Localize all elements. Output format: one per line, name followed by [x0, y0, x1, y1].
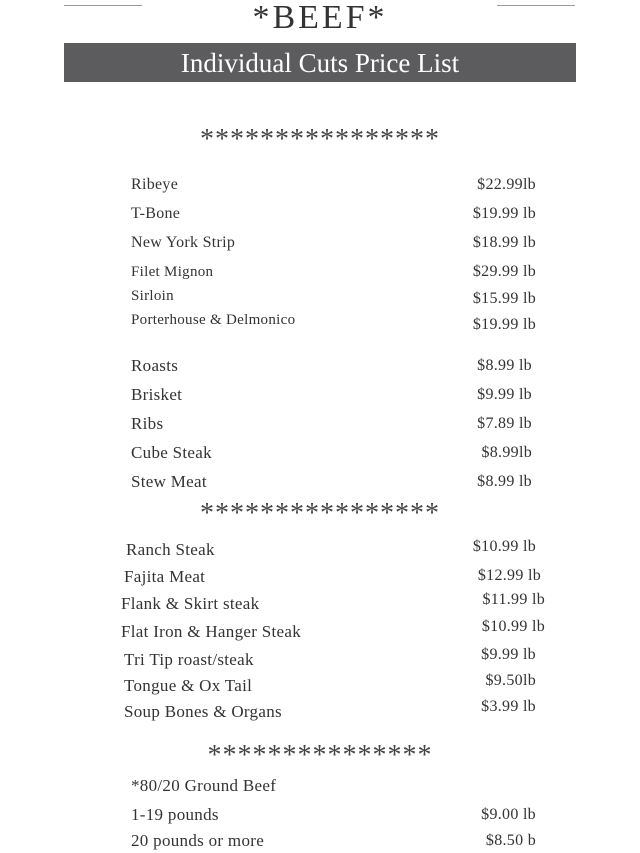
item-name: New York Strip — [131, 234, 236, 251]
item-name: Flank & Skirt steak — [121, 594, 260, 613]
item-name: Cube Steak — [131, 443, 212, 462]
item-price: $9.00 lb — [481, 806, 536, 823]
item-name: Flat Iron & Hanger Steak — [121, 622, 301, 641]
item-price: $8.99lb — [481, 444, 532, 461]
item-price: $10.99 lb — [481, 618, 545, 635]
item-name: Roasts — [131, 356, 179, 375]
subtitle-banner: Individual Cuts Price List — [64, 43, 576, 82]
item-price: $3.99 lb — [481, 698, 536, 715]
item-price: $8.50 b — [485, 832, 536, 849]
item-price: $7.89 lb — [477, 415, 532, 432]
item-price: $9.50lb — [485, 672, 536, 689]
item-name: Ranch Steak — [126, 540, 215, 559]
item-price: $19.99 lb — [472, 205, 536, 222]
item-price: $22.99lb — [477, 176, 536, 193]
item-price: $9.99 lb — [481, 646, 536, 663]
item-name: Porterhouse & Delmonico — [131, 312, 296, 328]
divider-1: **************** — [200, 124, 440, 155]
item-price: $9.99 lb — [477, 386, 532, 403]
item-name: Filet Mignon — [131, 264, 214, 280]
ground-beef-heading: *80/20 Ground Beef — [131, 776, 277, 795]
item-name: Tongue & Ox Tail — [124, 676, 253, 695]
item-name: Fajita Meat — [124, 567, 206, 586]
item-price: $18.99 lb — [472, 234, 536, 251]
item-price: $8.99 lb — [477, 357, 532, 374]
item-price: $10.99 lb — [472, 538, 536, 555]
item-name: Ribeye — [131, 176, 179, 193]
item-name: Ribs — [131, 414, 164, 433]
divider-3: *************** — [207, 740, 433, 771]
item-price: $12.99 lb — [477, 567, 541, 584]
item-price: $15.99 lb — [472, 290, 536, 307]
item-name: Stew Meat — [131, 472, 207, 491]
item-name: Brisket — [131, 385, 183, 404]
item-price: $8.99 lb — [477, 473, 532, 490]
item-price: $11.99 lb — [482, 591, 545, 608]
item-name: Soup Bones & Organs — [124, 702, 282, 721]
page-title: *BEEF* — [252, 0, 388, 36]
item-price: $19.99 lb — [472, 316, 536, 333]
item-name: 20 pounds or more — [131, 831, 265, 850]
item-name: Sirloin — [131, 288, 174, 304]
item-name: 1-19 pounds — [131, 805, 219, 824]
item-name: T-Bone — [131, 205, 181, 222]
divider-2: **************** — [200, 498, 440, 529]
item-name: Tri Tip roast/steak — [124, 650, 254, 669]
item-price: $29.99 lb — [472, 263, 536, 280]
